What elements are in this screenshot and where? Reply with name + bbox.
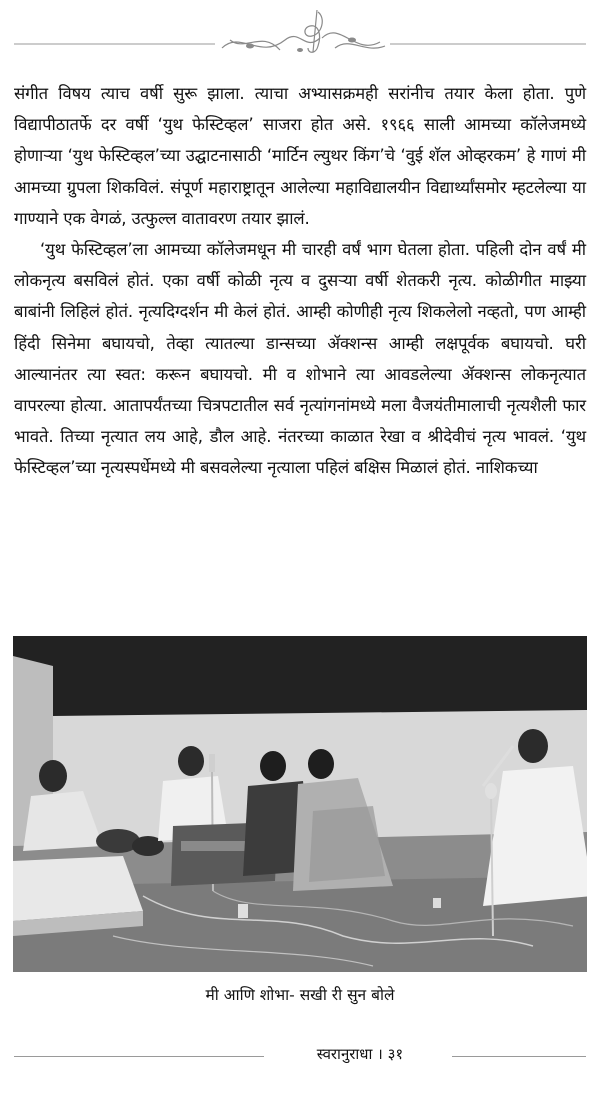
treble-clef-ornament-icon bbox=[0, 0, 600, 70]
photo-caption: मी आणि शोभा- सखी री सुन बोले bbox=[205, 986, 395, 1004]
header-ornament bbox=[0, 0, 600, 70]
footer-rule-right bbox=[452, 1056, 586, 1057]
body-text bbox=[14, 78, 586, 484]
paragraph-2: ‘युथ फेस्टिव्हल’ला आमच्या कॉलेजमधून मी चारही वर्षं भाग घेतला होता. पहिली दोन वर्षं मी लोकनृत्य बसविलं होतं. एका वर्षी कोळी नृत्य व दुसऱ्या वर्षी शेतकरी नृत्य. कोळीगीत माझ्या बाबांनी लिहिलं होतं. नृत्यदिग्दर्शन मी केलं होतं. आम्ही कोणीही नृत्य शिकलेलो नव्हतो, पण आम्ही हिंदी सिनेमा बघायचो, तेव्हा त्यातल्या डान्सच्या ॲक्शन्स आम्ही लक्षपूर्वक बघायचो. घरी आल्यानंतर त्या स्वत: करून बघायचो. मी व शोभाने त्या आवडलेल्या ॲक्शन्स लोकनृत्यात वापरल्या होत्या. आतापर्यंतच्या चित्रपटातील सर्व नृत्यांगनांमध्ये मला वैजयंतीमालाची नृत्यशैली फार भावते. तिच्या नृत्यात लय आहे, डौल आहे. नंतरच्या काळात रेखा व श्रीदेवीचं नृत्य भावलं. ‘युथ फेस्टिव्हल’च्या नृत्यस्पर्धेमध्ये मी बसवलेल्या नृत्याला पहिलं बक्षिस मिळालं होतं. नाशिकच्या bbox=[14, 240, 586, 478]
photograph bbox=[13, 636, 587, 972]
footer-rule-left bbox=[14, 1056, 264, 1057]
paragraph-1: संगीत विषय त्याच वर्षी सुरू झाला. त्याचा अभ्यासक्रमही सरांनीच तयार केला होता. पुणे विद्यापीठातर्फे दर वर्षी ‘युथ फेस्टिव्हल’ साजरा होत असे. १९६६ साली आमच्या कॉलेजमध्ये होणाऱ्या ‘युथ फेस्टिव्हल’च्या उद्घाटनासाठी ‘मार्टिन ल्युथर किंग’चे ‘वुई शॅल ओव्हरकम’ हे गाणं मी आमच्या ग्रुपला शिकविलं. संपूर्ण महाराष्ट्रातून आलेल्या महाविद्यालयीन विद्यार्थ्यांसमोर म्हटलेल्या या गाण्याने एक वेगळं, उत्फुल्ल वातावरण तयार झालं. bbox=[14, 84, 586, 228]
page-footer bbox=[0, 1040, 600, 1070]
footer-book-title-page-number: स्वरानुराधा । ३१ bbox=[316, 1045, 404, 1063]
